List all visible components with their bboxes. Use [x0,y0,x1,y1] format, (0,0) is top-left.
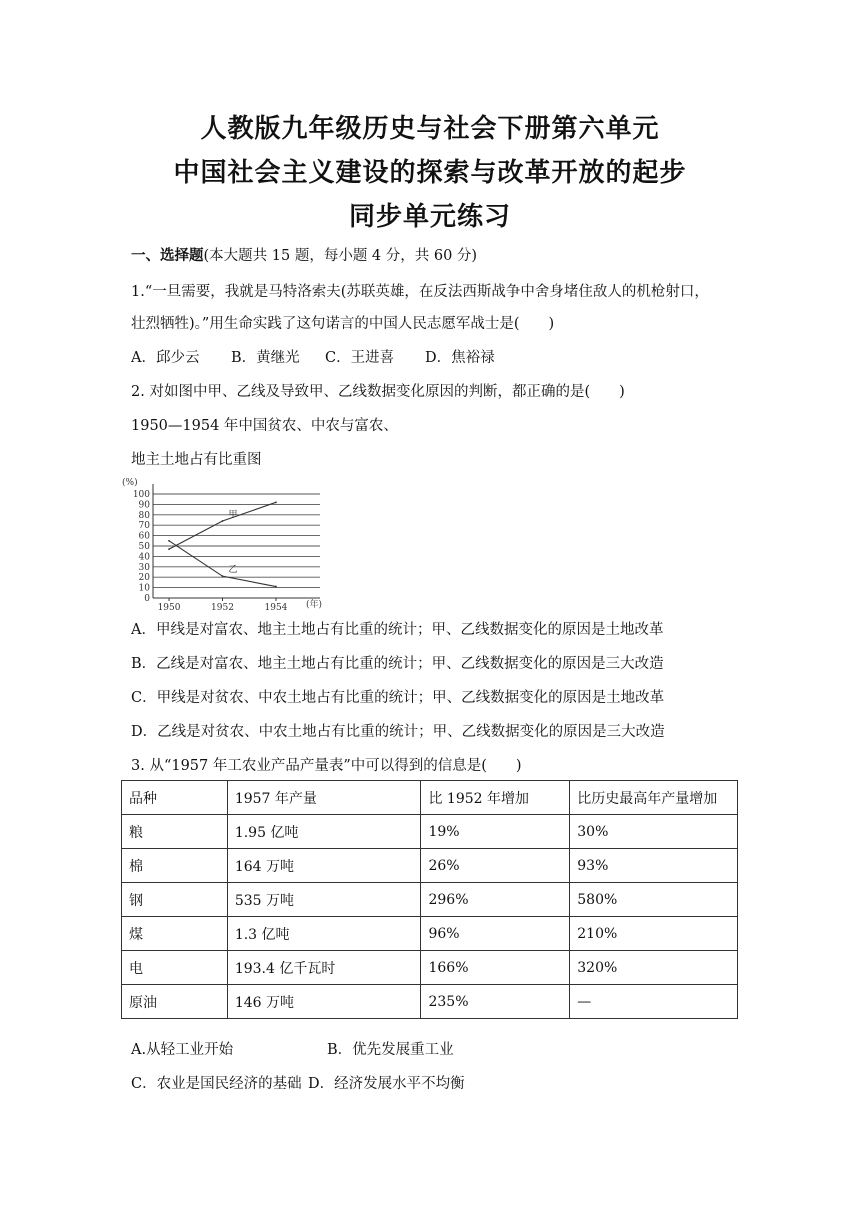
chart-x-tick-label: 1950 [157,603,181,612]
chart-series-line [169,541,276,587]
chart-axes [153,484,320,601]
table-cell: 原油 [122,985,228,1019]
q2-option-d[interactable]: D．乙线是对贫农、中农土地占有比重的统计；甲、乙线数据变化的原因是三大改造 [131,724,665,740]
chart-y-tick-labels [133,490,150,604]
q1-option-c[interactable]: C．王进喜 [325,350,395,366]
chart-y-tick-label: 0 [144,594,150,604]
q2-caption-line-2: 地主土地占有比重图 [131,452,262,468]
q3-option-c[interactable]: C．农业是国民经济的基础 [131,1076,302,1092]
chart-y-tick-label: 10 [138,583,150,594]
table-row [122,951,738,985]
chart-y-tick-label: 100 [132,490,150,500]
chart-y-tick-label: 40 [138,552,150,563]
chart-point [222,575,224,577]
chart-series-labels [229,509,238,575]
chart-series-label: 甲 [228,510,238,521]
table-cell: 93% [570,849,738,883]
q2-caption-line-1: 1950—1954 年中国贫农、中农与富农、 [131,418,398,434]
table-cell: 煤 [122,917,228,951]
table-cell: 26% [421,849,570,883]
q1-stem-line-1: 1.“一旦需要，我就是马特洛索夫(苏联英雄，在反法西斯战争中舍身堵住敌人的机枪射口， [131,284,709,300]
title-line-3: 同步单元练习 [348,202,511,232]
table-cell: 535 万吨 [227,883,421,917]
q2-stem: 2. 对如图中甲、乙线及导致甲、乙线数据变化原因的判断，都正确的是( ) [131,384,625,400]
table-cell: 19% [421,815,570,849]
table-cell: 粮 [122,815,228,849]
table-row [122,985,738,1019]
chart-y-tick-label: 50 [138,542,150,552]
chart-y-tick-label: 60 [138,531,150,542]
table-header-cell: 1957 年产量 [227,781,421,815]
section-heading [131,246,477,266]
chart-y-tick-label: 90 [138,500,150,511]
production-table [121,780,738,1019]
land-share-chart [118,476,333,612]
table-cell: 棉 [122,849,228,883]
section-heading-note: (本大题共 15 题，每小题 4 分，共 60 分) [203,248,478,264]
table-row [122,883,738,917]
table-cell: 1.3 亿吨 [227,917,421,951]
chart-series [168,501,277,587]
chart-y-tick-label: 80 [138,510,150,521]
chart-point [275,586,277,588]
table-header-row [122,781,738,815]
table-cell: 钢 [122,883,228,917]
q1-stem-line-2: 壮烈牺牲)。”用生命实践了这句诺言的中国人民志愿军战士是( ) [131,316,555,332]
table-cell: 电 [122,951,228,985]
table-header-cell: 品种 [122,781,228,815]
chart-y-unit: (%) [122,478,138,488]
table-cell: 164 万吨 [227,849,421,883]
table-cell: — [570,985,738,1019]
table-cell: 146 万吨 [227,985,421,1019]
chart-y-tick-label: 20 [138,573,150,584]
chart-y-tick-label: 30 [138,562,150,573]
chart-point [275,501,277,503]
table-row [122,815,738,849]
table-cell: 210% [570,917,738,951]
title-line-2: 中国社会主义建设的探索与改革开放的起步 [173,158,687,188]
section-heading-label: 一、选择题 [131,247,204,264]
table-cell: 1.95 亿吨 [227,815,421,849]
table-header-cell: 比 1952 年增加 [421,781,570,815]
table-row [122,849,738,883]
chart-y-tick-label: 70 [138,521,150,532]
table-cell: 320% [570,951,738,985]
q1-option-d[interactable]: D．焦裕禄 [425,350,495,366]
q1-option-a[interactable]: A．邱少云 [131,350,200,366]
q3-option-b[interactable]: B．优先发展重工业 [327,1042,454,1058]
q2-option-a[interactable]: A．甲线是对富农、地主土地占有比重的统计；甲、乙线数据变化的原因是土地改革 [131,622,664,638]
table-cell: 235% [421,985,570,1019]
q2-option-c[interactable]: C．甲线是对贫农、中农土地占有比重的统计；甲、乙线数据变化的原因是土地改革 [131,690,665,706]
chart-x-tick-label: 1954 [264,603,288,612]
table-header-cell: 比历史最高年产量增加 [570,781,738,815]
table-row [122,917,738,951]
table-cell: 166% [421,951,570,985]
q3-option-d[interactable]: D．经济发展水平不均衡 [308,1076,465,1092]
production-table-body [122,781,738,1019]
chart-x-unit: (年) [306,600,323,610]
chart-series-line [169,502,276,549]
title-line-1: 人教版九年级历史与社会下册第六单元 [200,114,660,144]
chart-x-tick-label: 1952 [211,603,234,612]
chart-series-label: 乙 [228,565,238,576]
chart-point [168,540,170,542]
table-cell: 296% [421,883,570,917]
q3-stem: 3. 从“1957 年工农业产品产量表”中可以得到的信息是( ) [131,758,522,774]
chart-point [222,520,224,522]
q2-option-b[interactable]: B．乙线是对富农、地主土地占有比重的统计；甲、乙线数据变化的原因是三大改造 [131,656,664,672]
q1-option-b[interactable]: B．黄继光 [231,350,300,366]
table-cell: 193.4 亿千瓦时 [227,951,421,985]
table-cell: 580% [570,883,738,917]
chart-x-tick-labels [158,603,288,612]
table-cell: 30% [570,815,738,849]
chart-point [168,548,170,550]
q3-option-a[interactable]: A.从轻工业开始 [131,1042,234,1058]
table-cell: 96% [421,917,570,951]
